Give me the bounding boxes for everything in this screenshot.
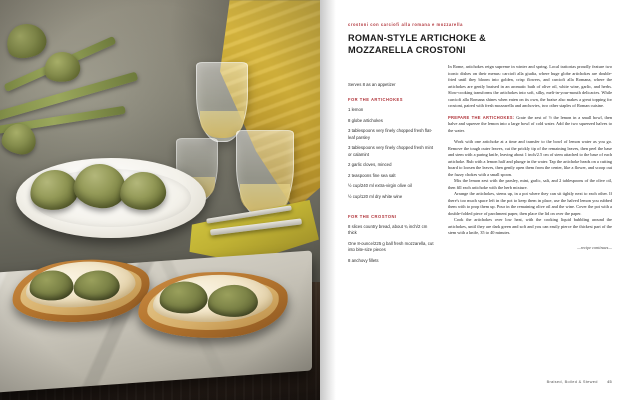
step-paragraph-2: Work with one artichoke at a time and transfer to the bowl of lemon water as you go. Remove the tough outer leaves, cut the prickly tip of the remaining leaves, then peel the base and stem with a paring knife, leaving about 1 inch/2.5 cm of stem attached to the base of each artichoke. Rub with a lemon half and plunge in the water. Tap the artichoke heads on a cutting board to loosen the leaves, then gently open them from the center, like a flower, and scoop out the fuzzy chokes with a small spoon. <box>448 139 612 177</box>
step-paragraph-3: Mix the lemon zest with the parsley, mint, garlic, salt, and 2 tablespoons of the olive oil, then fill each artichoke with the herb mixture. <box>448 178 612 190</box>
recipe-eyebrow: crostoni con carciofi alla romana e mozzarella <box>348 22 463 27</box>
ingredient-item: ½ cup/240 ml extra-virgin olive oil <box>348 183 412 189</box>
ingredients-heading-artichokes: FOR THE ARTICHOKES <box>348 97 404 102</box>
method-column <box>448 64 612 250</box>
recipe-text-page <box>320 0 640 400</box>
recipe-intro: In Rome, artichokes reign supreme in winter and spring. Local trattorias proudly feature two iconic dishes on their menus: carciofi alla giudia, where huge globe artichokes are double-fried until they bloom into golden, crisp flowers, and carciofi alla Romana, where the artichokes are gently braised in an aromatic bath of olive oil, white wine, garlic, and herbs. Slow-cooking transforms the artichokes into soft, silky, melt-in-your-mouth delicacies. While carciofi alla Romana shines when eaten on its own, the braise also makes a great topping for crostoni, paired with fresh mozzarella and anchovies, two other staples of Roman cuisine. <box>448 64 612 108</box>
ingredient-item: 1 lemon <box>348 107 364 112</box>
wine-glass <box>236 130 294 218</box>
page-footer <box>547 379 612 384</box>
serves-line: Serves 8 as an appetizer <box>348 82 396 87</box>
step-paragraph-4: Arrange the artichokes, stems up, in a pot where they can sit tightly next to each other. If there's too much space left in the pot to keep them in place, use the halved lemon you rubbed them with to prop them up. Pour in the remaining olive oil and the wine. Cover the pot with a double-folded piece of parchment paper, then place the lid on over the paper. <box>448 191 612 216</box>
ingredient-item: 2 garlic cloves, minced <box>348 162 392 168</box>
ingredients-heading-crostoni: FOR THE CROSTONI <box>348 213 397 219</box>
ingredient-item: 3 tablespoons very finely chopped fresh flat-leaf parsley <box>348 128 433 140</box>
ingredient-item: ½ cup/120 ml dry white wine <box>348 193 403 199</box>
page-title: ROMAN-STYLE ARTICHOKE & MOZZARELLA CROSTONI <box>348 33 486 55</box>
section-spacer <box>348 205 434 214</box>
ingredient-item: 8 globe artichokes <box>348 117 383 123</box>
step-label: PREPARE THE ARTICHOKES: <box>448 114 515 120</box>
ingredient-item: One 8-ounce/225 g ball fresh mozzarella, cut into bite-size pieces <box>348 240 434 252</box>
ingredients-column <box>348 82 434 268</box>
step-paragraph-1 <box>448 115 612 135</box>
ingredient-item: 2 teaspoons fine sea salt <box>348 172 396 178</box>
ingredient-item: 8 anchovy fillets <box>348 257 379 263</box>
footer-chapter: Braised, Boiled & Stewed <box>546 379 598 384</box>
ingredient-item: 3 tablespoons very finely chopped fresh mint or calamint <box>348 145 434 157</box>
step-paragraph-5: Cook the artichokes over low heat, with the cooking liquid bubbling around the artichokes, until they are dark green and soft and you can easily pierce the thickest part of the stem with a knife, 35 to 40 minutes. <box>448 217 612 235</box>
recipe-continues-note: —recipe continues— <box>577 244 612 250</box>
ingredient-item: 8 slices country bread, about ¾ inch/2 cm thick <box>348 223 428 235</box>
page-number: 45 <box>607 379 612 384</box>
step-text: Grate the zest of ½ the lemon in a small bowl, then halve and squeeze the lemon into a large bowl of cold water. Add the two squeezed halves to the water. <box>448 114 612 133</box>
